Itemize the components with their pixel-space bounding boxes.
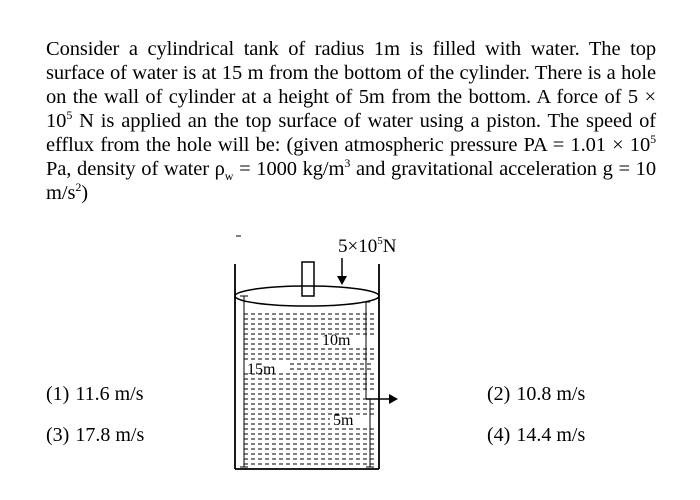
option-3[interactable]: [46, 424, 144, 446]
option-4[interactable]: [487, 424, 585, 446]
force-arrow: [337, 258, 347, 285]
exponent-pressure: 5: [650, 132, 656, 147]
label-5m: 5m: [333, 412, 354, 429]
exponent-density: 3: [344, 156, 351, 171]
option-3-text: 17.8 m/s: [75, 424, 145, 446]
option-1-text: 11.6 m/s: [75, 383, 144, 405]
piston-handle: [302, 262, 314, 296]
option-2[interactable]: [487, 383, 585, 405]
option-4-text: 14.4 m/s: [516, 424, 586, 446]
subscript-water: w: [224, 169, 234, 184]
question-part-5: and gravitational acceleration g = 10 m/s: [46, 158, 656, 204]
label-15m: 15m: [247, 361, 276, 378]
question-part-1: Consider a cylindrical tank of radius 1m is filled with water. The top surface of water is at 15 m from the bottom of the cylinder. There is a hole on the wall of cylinder at a height of 5m from the bottom. A force of 5 × 10: [46, 38, 656, 132]
question-part-6: ): [81, 182, 88, 204]
exponent-force: 5: [66, 108, 73, 123]
force-label: $5\times 10^5N$: [338, 235, 397, 257]
efflux-arrow: [366, 394, 398, 404]
label-10m: 10m: [322, 332, 351, 349]
water-body: [244, 314, 374, 464]
question-part-4: = 1000 kg/m: [233, 158, 345, 180]
exponent-gravity: 2: [75, 180, 82, 195]
option-4-number: (4): [487, 424, 511, 446]
question-part-3: Pa, density of water ρ: [46, 158, 225, 180]
question-part-2: N is applied an the top surface of water using a piston. The speed of efflux from the hole will be: (given atmospheric pressure PA = 1.01 × 10: [46, 110, 656, 156]
option-1-number: (1): [46, 383, 70, 405]
option-3-number: (3): [46, 424, 70, 446]
option-1[interactable]: [46, 383, 143, 405]
option-2-number: (2): [487, 383, 511, 405]
option-2-text: 10.8 m/s: [516, 383, 586, 405]
dimension-15m: [240, 296, 248, 467]
